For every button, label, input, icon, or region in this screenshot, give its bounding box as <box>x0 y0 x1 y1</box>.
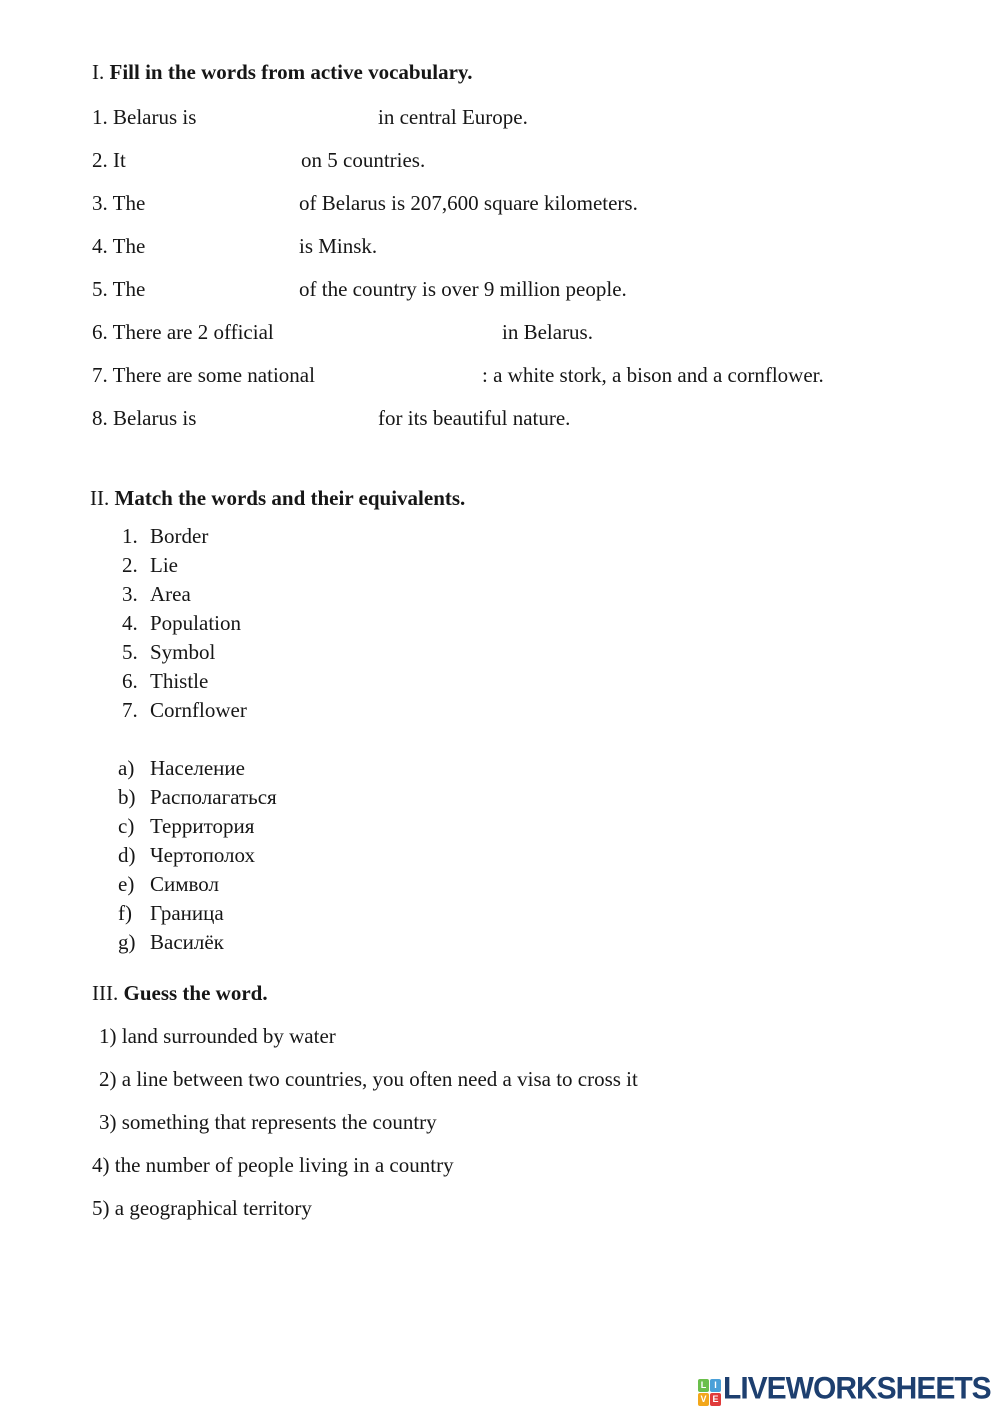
sentence-prefix: 6. There are 2 official <box>92 320 274 344</box>
sentence-prefix: 2. It <box>92 148 126 172</box>
guess-row-3 <box>92 1101 638 1144</box>
clue-number: 3) <box>99 1110 117 1134</box>
equivalent-label: Чертополох <box>150 843 256 867</box>
equivalent-label: Территория <box>150 814 255 838</box>
guess-row-1 <box>92 1015 638 1058</box>
match-words-list <box>92 522 247 725</box>
sentence-suffix: of Belarus is 207,600 square kilometers. <box>299 191 638 215</box>
fill-in-exercise <box>92 96 960 440</box>
item-number: 6. <box>122 669 138 693</box>
section1-numeral: I. <box>92 60 105 84</box>
item-letter: d) <box>118 843 136 867</box>
answer-blank-3[interactable] <box>151 192 291 218</box>
logo-tile-v: V <box>698 1393 709 1406</box>
word-item-5[interactable] <box>92 638 247 667</box>
sentence-suffix: on 5 countries. <box>301 148 426 172</box>
liveworksheets-logo-text: LIVEWORKSHEETS <box>723 1371 991 1406</box>
equivalent-label: Граница <box>150 901 224 925</box>
item-letter: g) <box>118 930 136 954</box>
answer-blank-1[interactable] <box>202 106 367 132</box>
item-letter: b) <box>118 785 136 809</box>
equivalent-item-d[interactable] <box>92 841 277 870</box>
item-number: 3. <box>122 582 138 606</box>
word-item-2[interactable] <box>92 551 247 580</box>
fill-row-4 <box>92 225 960 268</box>
word-label: Symbol <box>150 640 216 664</box>
item-number: 4. <box>122 611 138 635</box>
logo-tile-i: I <box>710 1379 721 1392</box>
answer-blank-6[interactable] <box>279 321 469 347</box>
equivalent-item-c[interactable] <box>92 812 277 841</box>
fill-row-6 <box>92 311 960 354</box>
equivalent-item-a[interactable] <box>92 754 277 783</box>
fill-row-7 <box>92 354 960 397</box>
clue-text: a geographical territory <box>114 1196 312 1220</box>
answer-blank-8[interactable] <box>202 407 357 433</box>
item-number: 7. <box>122 698 138 722</box>
section3-heading <box>92 981 268 1006</box>
equivalent-item-e[interactable] <box>92 870 277 899</box>
sentence-prefix: 8. Belarus is <box>92 406 197 430</box>
item-letter: f) <box>118 901 132 925</box>
guess-row-2 <box>92 1058 638 1101</box>
liveworksheets-logo <box>698 1372 991 1406</box>
sentence-suffix: of the country is over 9 million people. <box>299 277 627 301</box>
equivalent-item-g[interactable] <box>92 928 277 957</box>
clue-text: something that represents the country <box>121 1110 437 1134</box>
equivalent-label: Располагаться <box>150 785 277 809</box>
fill-row-3 <box>92 182 960 225</box>
fill-row-2 <box>92 139 960 182</box>
fill-row-8 <box>92 397 960 440</box>
clue-number: 1) <box>99 1024 117 1048</box>
clue-text: a line between two countries, you often need a visa to cross it <box>121 1067 638 1091</box>
word-item-1[interactable] <box>92 522 247 551</box>
logo-tile-e: E <box>710 1393 721 1406</box>
word-label: Area <box>150 582 191 606</box>
guess-word-exercise <box>92 1015 638 1230</box>
clue-number: 5) <box>92 1196 110 1220</box>
item-number: 5. <box>122 640 138 664</box>
sentence-prefix: 1. Belarus is <box>92 105 197 129</box>
item-letter: a) <box>118 756 135 780</box>
word-label: Cornflower <box>150 698 247 722</box>
word-label: Population <box>150 611 242 635</box>
fill-row-5 <box>92 268 960 311</box>
equivalent-item-b[interactable] <box>92 783 277 812</box>
sentence-prefix: 5. The <box>92 277 146 301</box>
equivalent-item-f[interactable] <box>92 899 277 928</box>
item-number: 2. <box>122 553 138 577</box>
answer-blank-7[interactable] <box>320 364 450 390</box>
word-label: Thistle <box>150 669 209 693</box>
word-label: Lie <box>150 553 178 577</box>
word-item-4[interactable] <box>92 609 247 638</box>
section2-numeral: II. <box>90 486 110 510</box>
fill-row-1 <box>92 96 960 139</box>
sentence-prefix: 4. The <box>92 234 146 258</box>
word-item-6[interactable] <box>92 667 247 696</box>
equivalent-label: Население <box>150 756 245 780</box>
match-equivalents-list <box>92 754 277 957</box>
sentence-prefix: 7. There are some national <box>92 363 315 387</box>
equivalent-label: Символ <box>150 872 220 896</box>
equivalent-label: Василёк <box>150 930 224 954</box>
item-letter: e) <box>118 872 135 896</box>
section2-heading <box>90 486 465 511</box>
clue-number: 2) <box>99 1067 117 1091</box>
item-letter: c) <box>118 814 135 838</box>
sentence-suffix: : a white stork, a bison and a cornflower. <box>482 363 824 387</box>
sentence-suffix: is Minsk. <box>299 234 378 258</box>
clue-text: the number of people living in a country <box>114 1153 454 1177</box>
item-number: 1. <box>122 524 138 548</box>
liveworksheets-logo-icon <box>698 1379 721 1406</box>
sentence-prefix: 3. The <box>92 191 146 215</box>
section2-title: Match the words and their equivalents. <box>114 486 466 510</box>
word-item-7[interactable] <box>92 696 247 725</box>
word-label: Border <box>150 524 209 548</box>
clue-number: 4) <box>92 1153 110 1177</box>
sentence-suffix: for its beautiful nature. <box>378 406 571 430</box>
logo-tile-l: L <box>698 1379 709 1392</box>
section1-title: Fill in the words from active vocabulary. <box>109 60 473 84</box>
section1-heading <box>92 60 473 85</box>
answer-blank-2[interactable] <box>131 149 291 175</box>
guess-row-5 <box>92 1187 638 1230</box>
sentence-suffix: in central Europe. <box>378 105 528 129</box>
clue-text: land surrounded by water <box>121 1024 336 1048</box>
answer-blank-5[interactable] <box>151 278 291 304</box>
answer-blank-4[interactable] <box>151 235 291 261</box>
guess-row-4 <box>92 1144 638 1187</box>
section3-title: Guess the word. <box>123 981 268 1005</box>
sentence-suffix: in Belarus. <box>502 320 593 344</box>
word-item-3[interactable] <box>92 580 247 609</box>
section3-numeral: III. <box>92 981 119 1005</box>
